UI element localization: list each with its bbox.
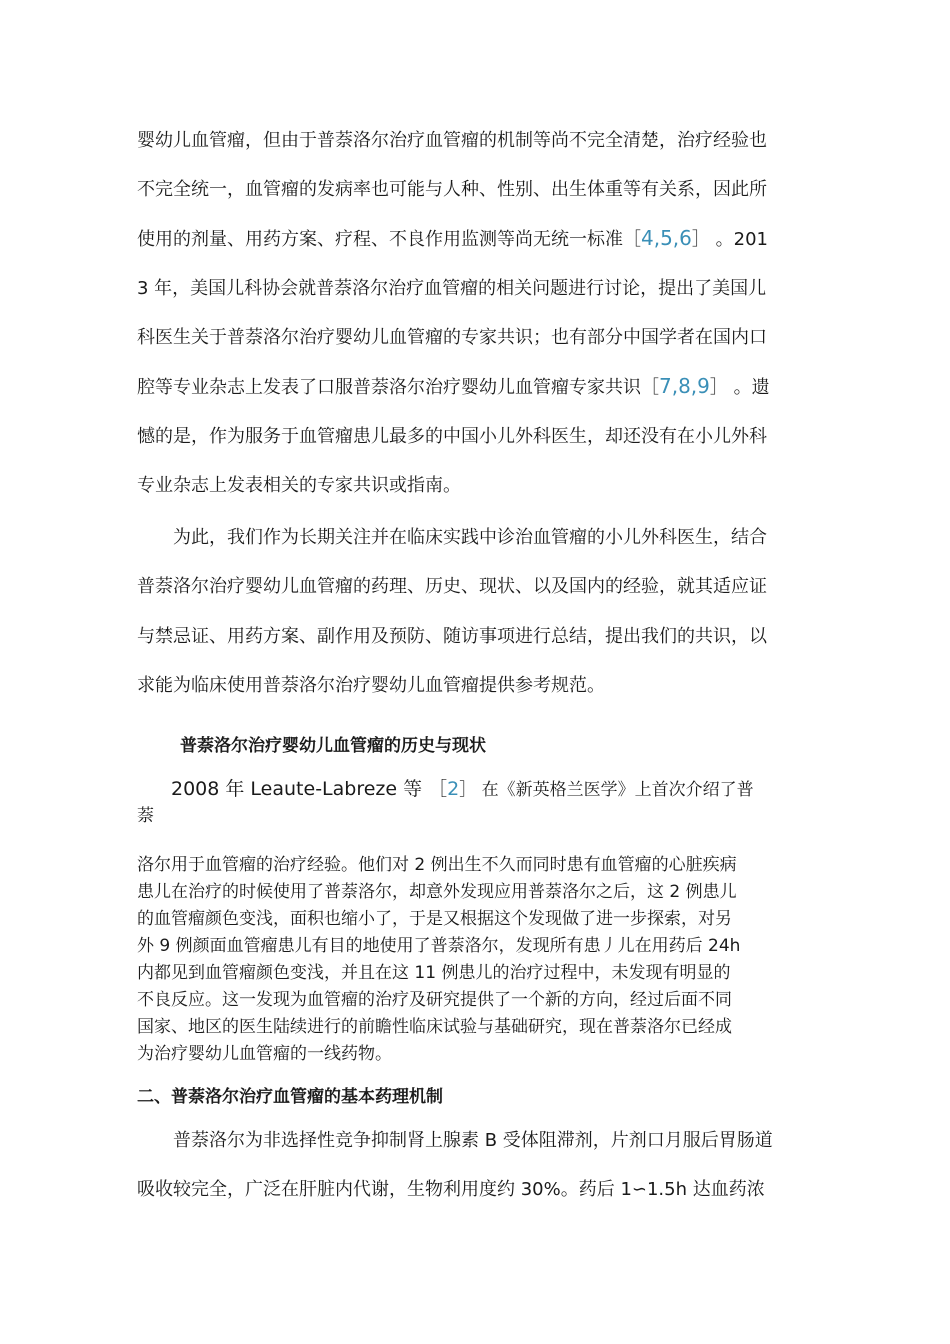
paragraph-3-line-1-wrap: 萘 (137, 806, 154, 826)
paragraph-3-line-1-end: ］ 在《新英格兰医学》上首次介绍了普 (459, 780, 754, 800)
paragraph-3-line-5: 外 9 例颜面血管瘤患儿有目的地使用了普萘洛尔，发现所有患丿儿在用药后 24h (137, 936, 741, 956)
paragraph-2-line-1: 为此，我们作为长期关注并在临床实践中诊治血管瘤的小儿外科医生，结合 (173, 527, 767, 548)
paragraph-1-line-7: 憾的是，作为服务于血管瘤患儿最多的中国小儿外科医生，却还没有在小儿外科 (137, 426, 767, 447)
citation-4-5-6[interactable]: 4,5,6 (641, 226, 692, 250)
paragraph-1-line-5: 科医生关于普萘洛尔治疗婴幼儿血管瘤的专家共识；也有部分中国学者在国内口 (137, 327, 767, 348)
paragraph-3-line-1 (171, 775, 817, 804)
paragraph-1-line-3-text: 使用的剂量、用药方案、疗程、不良作用监测等尚无统一标准［ (137, 229, 641, 250)
paragraph-4-line-1: 普萘洛尔为非选择性竞争抑制肾上腺素 B 受体阻滞剂，片剂口月服后胃肠道 (173, 1130, 773, 1151)
paragraph-4-line-2: 吸收较完全，广泛在肝脏内代谢，生物利用度约 30%。药后 1∽1.5h 达血药浓 (137, 1179, 765, 1200)
paragraph-1-line-3-tail: ］ 。201 (691, 229, 768, 250)
paragraph-1-line-2: 不完全统一，血管瘤的发病率也可能与人种、性别、出生体重等有关系，因此所 (137, 179, 767, 200)
paragraph-2-line-3: 与禁忌证、用药方案、副作用及预防、随访事项进行总结，提出我们的共识，以 (137, 626, 767, 647)
paragraph-3-line-4: 的血管瘤颜色变浅，面积也缩小了，于是又根据这个发现做了进一步探索，对另 (137, 909, 732, 929)
paragraph-3-line-9: 为治疗婴幼儿血管瘤的一线药物。 (137, 1044, 392, 1064)
section-heading-history: 普萘洛尔治疗婴幼儿血管瘤的历史与现状 (180, 736, 486, 756)
paragraph-1-line-6-text: 腔等专业杂志上发表了口服普萘洛尔治疗婴幼儿血管瘤专家共识［ (137, 377, 659, 398)
paragraph-3-line-7: 不良反应。这一发现为血管瘤的治疗及研究提供了一个新的方向，经过后面不同 (137, 990, 732, 1010)
paragraph-3-line-6: 内都见到血管瘤颜色变浅，并且在这 11 例患儿的治疗过程中，未发现有明显的 (137, 963, 731, 983)
paragraph-1-line-6 (137, 362, 817, 412)
paragraph-1-line-4: 3 年，美国儿科协会就普萘洛尔治疗血管瘤的相关问题进行讨论，提出了美国儿 (137, 278, 767, 299)
paragraph-1-line-8: 专业杂志上发表相关的专家共识或指南。 (137, 475, 461, 496)
paragraph-3-line-3: 患儿在治疗的时候使用了普萘洛尔，却意外发现应用普萘洛尔之后，这 2 例患儿 (137, 882, 737, 902)
paragraph-3-line-2: 洛尔用于血管瘤的治疗经验。他们对 2 例出生不久而同时患有血管瘤的心脏疾病 (137, 855, 737, 875)
section-heading-pharmacology: 二、普萘洛尔治疗血管瘤的基本药理机制 (137, 1087, 443, 1107)
citation-2[interactable]: 2 (447, 778, 460, 800)
paragraph-3-line-8: 国家、地区的医生陆续进行的前瞻性临床试验与基础研究，现在普萘洛尔已经成 (137, 1017, 732, 1037)
paragraph-2-line-4: 求能为临床使用普萘洛尔治疗婴幼儿血管瘤提供参考规范。 (137, 675, 605, 696)
paragraph-1-line-6-tail: ］ 。遗 (709, 377, 770, 398)
paragraph-2-line-2: 普萘洛尔治疗婴幼儿血管瘤的药理、历史、现状、以及国内的经验，就其适应证 (137, 576, 767, 597)
paragraph-1-line-1: 婴幼儿血管瘤，但由于普萘洛尔治疗血管瘤的机制等尚不完全清楚，治疗经验也 (137, 130, 767, 151)
citation-7-8-9[interactable]: 7,8,9 (659, 374, 710, 398)
paragraph-1-line-3 (137, 214, 817, 264)
paragraph-3-body (137, 852, 817, 1068)
paragraph-3-line-1-start: 2008 年 Leaute-Labreze 等 ［ (171, 778, 448, 800)
